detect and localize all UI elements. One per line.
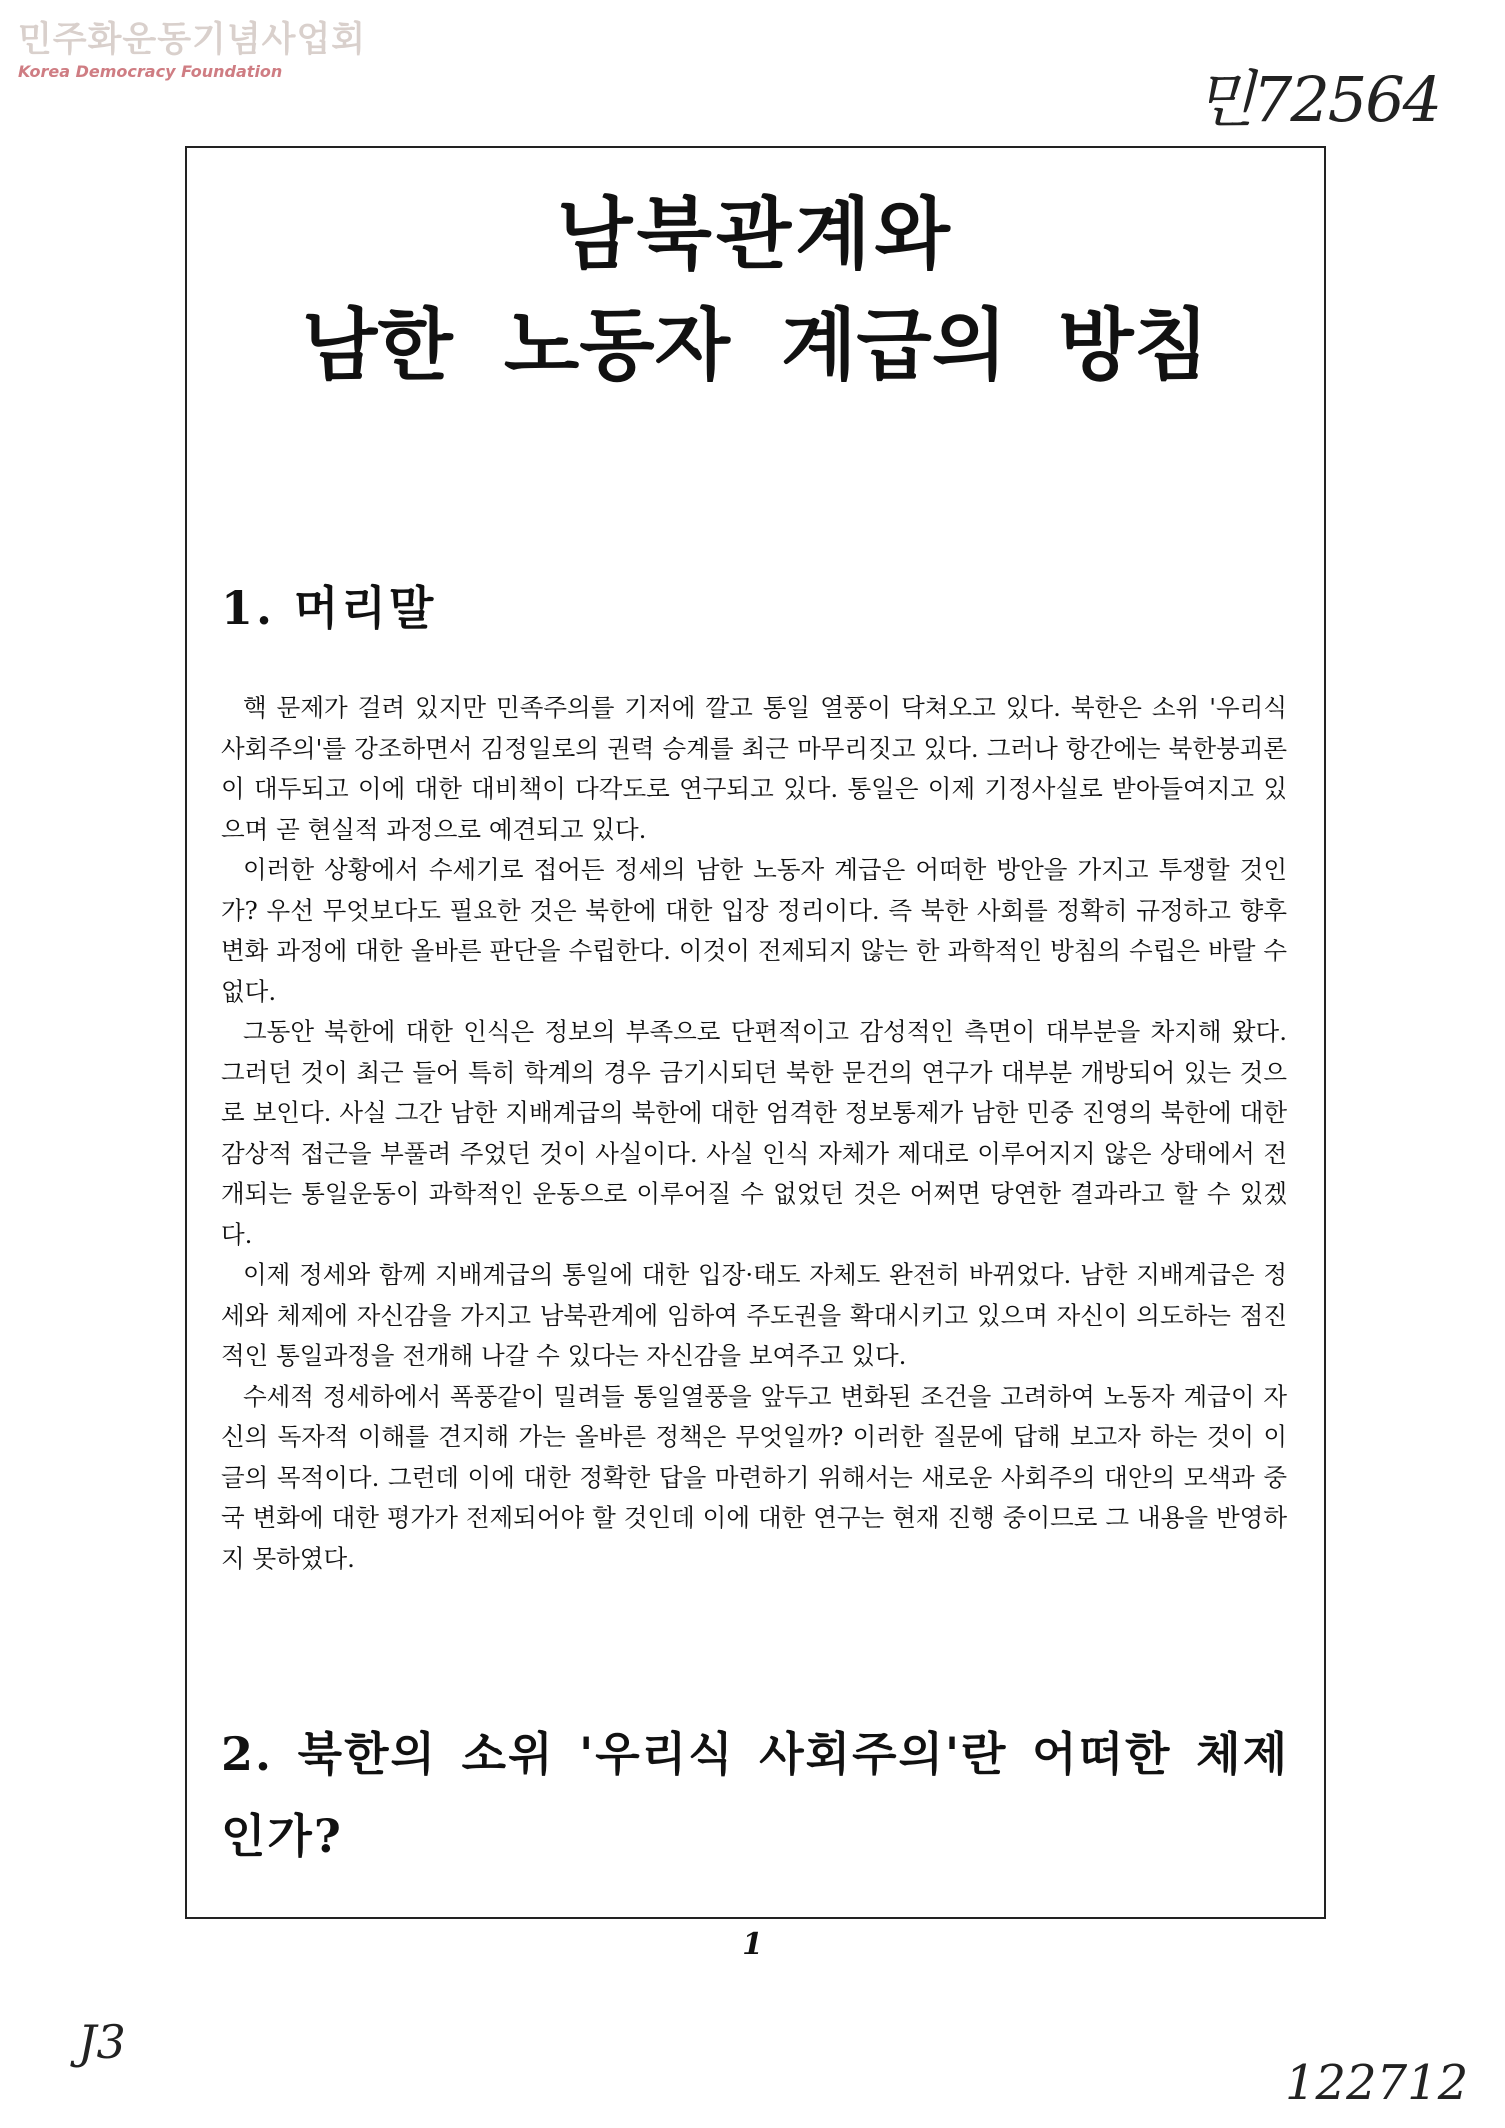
paragraph: 이러한 상황에서 수세기로 접어든 정세의 남한 노동자 계급은 어떠한 방안을 가지고 투쟁할 것인가? 우선 무엇보다도 필요한 것은 북한에 대한 입장 정리이다. 즉 북한 사회를 정확히 규정하고 향후 변화 과정에 대한 올바른 판단을 수립한다. 이것이 전제되지 않는 한 과학적인 방침의 수립은 바랄 수 없다. [221,855,1287,1006]
handwritten-note-left: J3 [78,2015,126,2069]
foundation-watermark [18,20,366,82]
paragraph: 이제 정세와 함께 지배계급의 통일에 대한 입장·태도 자체도 완전히 바뀌었다. 남한 지배계급은 정세와 체제에 자신감을 가지고 남북관계에 임하여 주도권을 확대시키고 있으며 자신이 의도하는 점진적인 통일과정을 전개해 나갈 수 있다는 자신감을 보여주고 있다. [221,1260,1287,1370]
document-title-line-2: 남한 노동자 계급의 방침 [302,301,1209,391]
paragraph: 그동안 북한에 대한 인식은 정보의 부족으로 단편적이고 감성적인 측면이 대부분을 차지해 왔다. 그러던 것이 최근 들어 특히 학계의 경우 금기시되던 북한 문건의 연구가 대부분 개방되어 있는 것으로 보인다. 사실 그간 남한 지배계급의 북한에 대한 엄격한 정보통제가 남한 민중 진영의 북한에 대한 감상적 접근을 부풀려 주었던 것이 사실이다. 사실 인식 자체가 제대로 이루어지지 않은 상태에서 전개되는 통일운동이 과학적인 운동으로 이루어질 수 없었던 것은 어쩌면 당연한 결과라고 할 수 있겠다. [221,1017,1287,1249]
section-1-body [221,688,1287,1579]
handwritten-note-right: 122712 [1285,2055,1469,2111]
watermark-korean: 민주화운동기념사업회 [18,20,367,60]
section-1-heading: 1. 머리말 [221,581,437,635]
section-2-heading: 2. 북한의 소위 '우리식 사회주의'란 어떠한 체제인가? [221,1727,1289,1863]
page-number: 1 [742,1927,763,1962]
paragraph: 수세적 정세하에서 폭풍같이 밀려들 통일열풍을 앞두고 변화된 조건을 고려하여 노동자 계급이 자신의 독자적 이해를 견지해 가는 올바른 정책은 무엇일까? 이러한 질문에 답해 보고자 하는 것이 이 글의 목적이다. 그런데 이에 대한 정확한 답을 마련하기 위해서는 새로운 사회주의 대안의 모색과 중국 변화에 대한 평가가 전제되어야 할 것인데 이에 대한 연구는 현재 진행 중이므로 그 내용을 반영하지 못하였다. [221,1381,1287,1573]
paragraph: 핵 문제가 걸려 있지만 민족주의를 기저에 깔고 통일 열풍이 닥쳐오고 있다. 북한은 소위 '우리식 사회주의'를 강조하면서 김정일로의 권력 승계를 최근 마무리짓고 있다. 그러나 항간에는 북한붕괴론이 대두되고 이에 대한 대비책이 다각도로 연구되고 있다. 통일은 이제 기정사실로 받아들여지고 있으며 곧 현실적 과정으로 예견되고 있다. [221,693,1287,844]
handwritten-archive-number: 민72564 [1195,63,1441,136]
page-frame [185,146,1326,1919]
document-title-line-1: 남북관계와 [557,190,954,280]
watermark-english: Korea Democracy Foundation [18,62,283,81]
